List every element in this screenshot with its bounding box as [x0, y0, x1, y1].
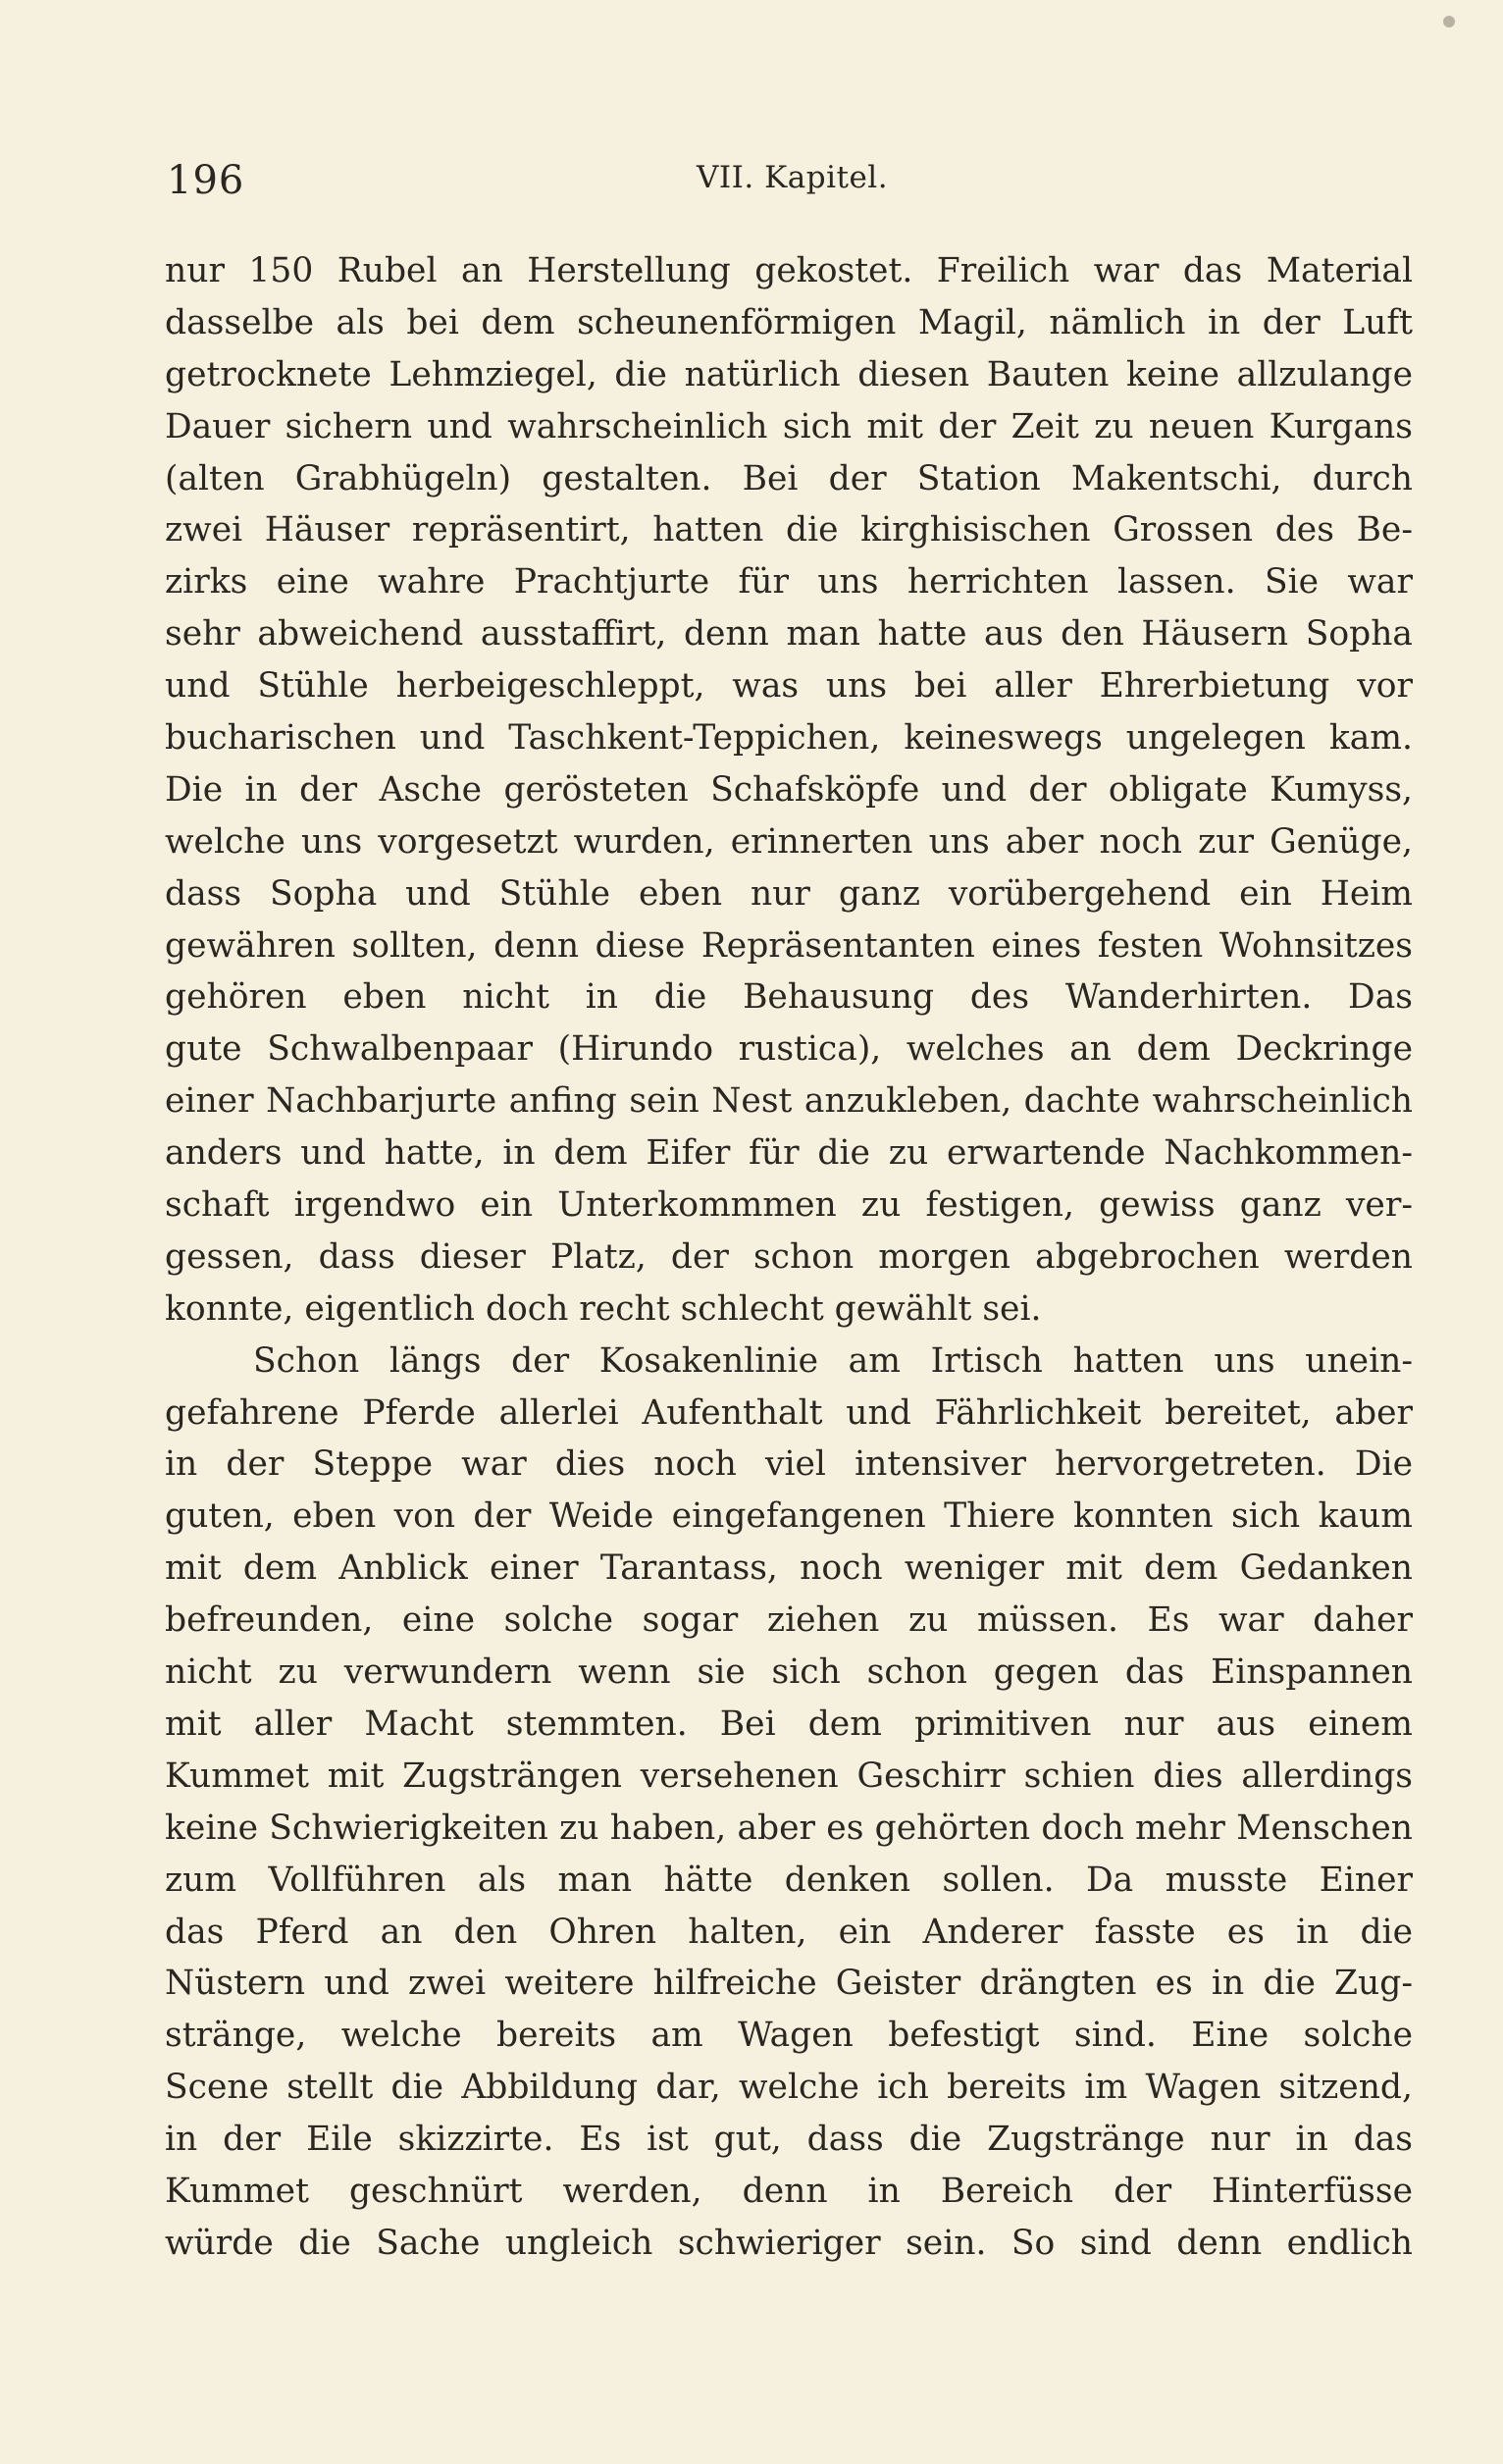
text-line: Nüstern und zwei weitere hilfreiche Geister drängten es in die Zug- [165, 1964, 1413, 2004]
text-line: stränge, welche bereits am Wagen befestigt sind. Eine solche [165, 2016, 1413, 2056]
text-line: keine Schwierigkeiten zu haben, aber es gehörten doch mehr Menschen [165, 1808, 1413, 1848]
text-line: Die in der Asche gerösteten Schafsköpfe und der obligate Kumyss, [165, 769, 1413, 810]
paragraph-start-line: Schon längs der Kosakenlinie am Irtisch hatten uns unein- [253, 1340, 1413, 1381]
text-line: Dauer sichern und wahrscheinlich sich mit der Zeit zu neuen Kurgans [165, 406, 1413, 446]
text-line: welche uns vorgesetzt wurden, erinnerten uns aber noch zur Genüge, [165, 821, 1413, 862]
text-line: und Stühle herbeigeschleppt, was uns bei aller Ehrerbietung vor [165, 666, 1413, 707]
text-line: gute Schwalbenpaar (Hirundo rustica), welches an dem Deckringe [165, 1029, 1413, 1070]
text-line: in der Steppe war dies noch viel intensiver hervorgetreten. Die [165, 1444, 1413, 1485]
text-line: (alten Grabhügeln) gestalten. Bei der Station Makentschi, durch [165, 458, 1413, 498]
text-line: zirks eine wahre Prachtjurte für uns herrichten lassen. Sie war [165, 562, 1413, 603]
text-line: zum Vollführen als man hätte denken sollen. Da musste Einer [165, 1860, 1413, 1900]
paragraph-end-line: konnte, eigentlich doch recht schlecht gewählt sei. [165, 1288, 1042, 1329]
page-spot [1443, 16, 1455, 27]
text-line: bucharischen und Taschkent-Teppichen, keineswegs ungelegen kam. [165, 718, 1413, 759]
text-line: gefahrene Pferde allerlei Aufenthalt und Fährlichkeit bereitet, aber [165, 1392, 1413, 1433]
text-line: nur 150 Rubel an Herstellung gekostet. Freilich war das Material [165, 251, 1413, 290]
text-line: in der Eile skizzirte. Es ist gut, dass die Zugstränge nur in das [165, 2120, 1413, 2160]
text-line: gehören eben nicht in die Behausung des Wanderhirten. Das [165, 977, 1413, 1018]
text-line: getrocknete Lehmziegel, die natürlich diesen Bauten keine allzulange [165, 354, 1413, 394]
text-line: Scene stellt die Abbildung dar, welche ich bereits im Wagen sitzend, [165, 2068, 1413, 2108]
text-line: gessen, dass dieser Platz, der schon morgen abgebrochen werden [165, 1236, 1413, 1277]
text-line: würde die Sache ungleich schwieriger sein. So sind denn endlich [165, 2223, 1413, 2263]
text-line: dasselbe als bei dem scheunenförmigen Magil, nämlich in der Luft [165, 302, 1413, 342]
text-line: nicht zu verwundern wenn sie sich schon gegen das Einspannen [165, 1652, 1413, 1693]
page-number: 196 [167, 158, 245, 203]
text-line: Kummet mit Zugsträngen versehenen Geschirr schien dies allerdings [165, 1756, 1413, 1796]
text-line: zwei Häuser repräsentirt, hatten die kirghisischen Grossen des Be- [165, 510, 1413, 550]
text-line: dass Sopha und Stühle eben nur ganz vorübergehend ein Heim [165, 873, 1413, 914]
body-text [165, 245, 1413, 2270]
text-line: Kummet geschnürt werden, denn in Bereich der Hinterfüsse [165, 2171, 1413, 2211]
page-header [167, 154, 1415, 203]
text-line: anders und hatte, in dem Eifer für die zu erwartende Nachkommen- [165, 1133, 1413, 1174]
text-line: schaft irgendwo ein Unterkommmen zu festigen, gewiss ganz ver- [165, 1185, 1413, 1226]
text-line: guten, eben von der Weide eingefangenen Thiere konnten sich kaum [165, 1496, 1413, 1537]
text-line: gewähren sollten, denn diese Repräsentanten eines festen Wohnsitzes [165, 925, 1413, 966]
text-line: mit dem Anblick einer Tarantass, noch weniger mit dem Gedanken [165, 1548, 1413, 1589]
text-line: das Pferd an den Ohren halten, ein Anderer fasste es in die [165, 1912, 1413, 1952]
text-line: sehr abweichend ausstaffirt, denn man hatte aus den Häusern Sopha [165, 614, 1413, 655]
text-line: mit aller Macht stemmten. Bei dem primitiven nur aus einem [165, 1704, 1413, 1744]
text-line: einer Nachbarjurte anfing sein Nest anzukleben, dachte wahrscheinlich [165, 1081, 1413, 1122]
text-line: befreunden, eine solche sogar ziehen zu müssen. Es war daher [165, 1600, 1413, 1641]
chapter-title: VII. Kapitel. [697, 160, 889, 195]
